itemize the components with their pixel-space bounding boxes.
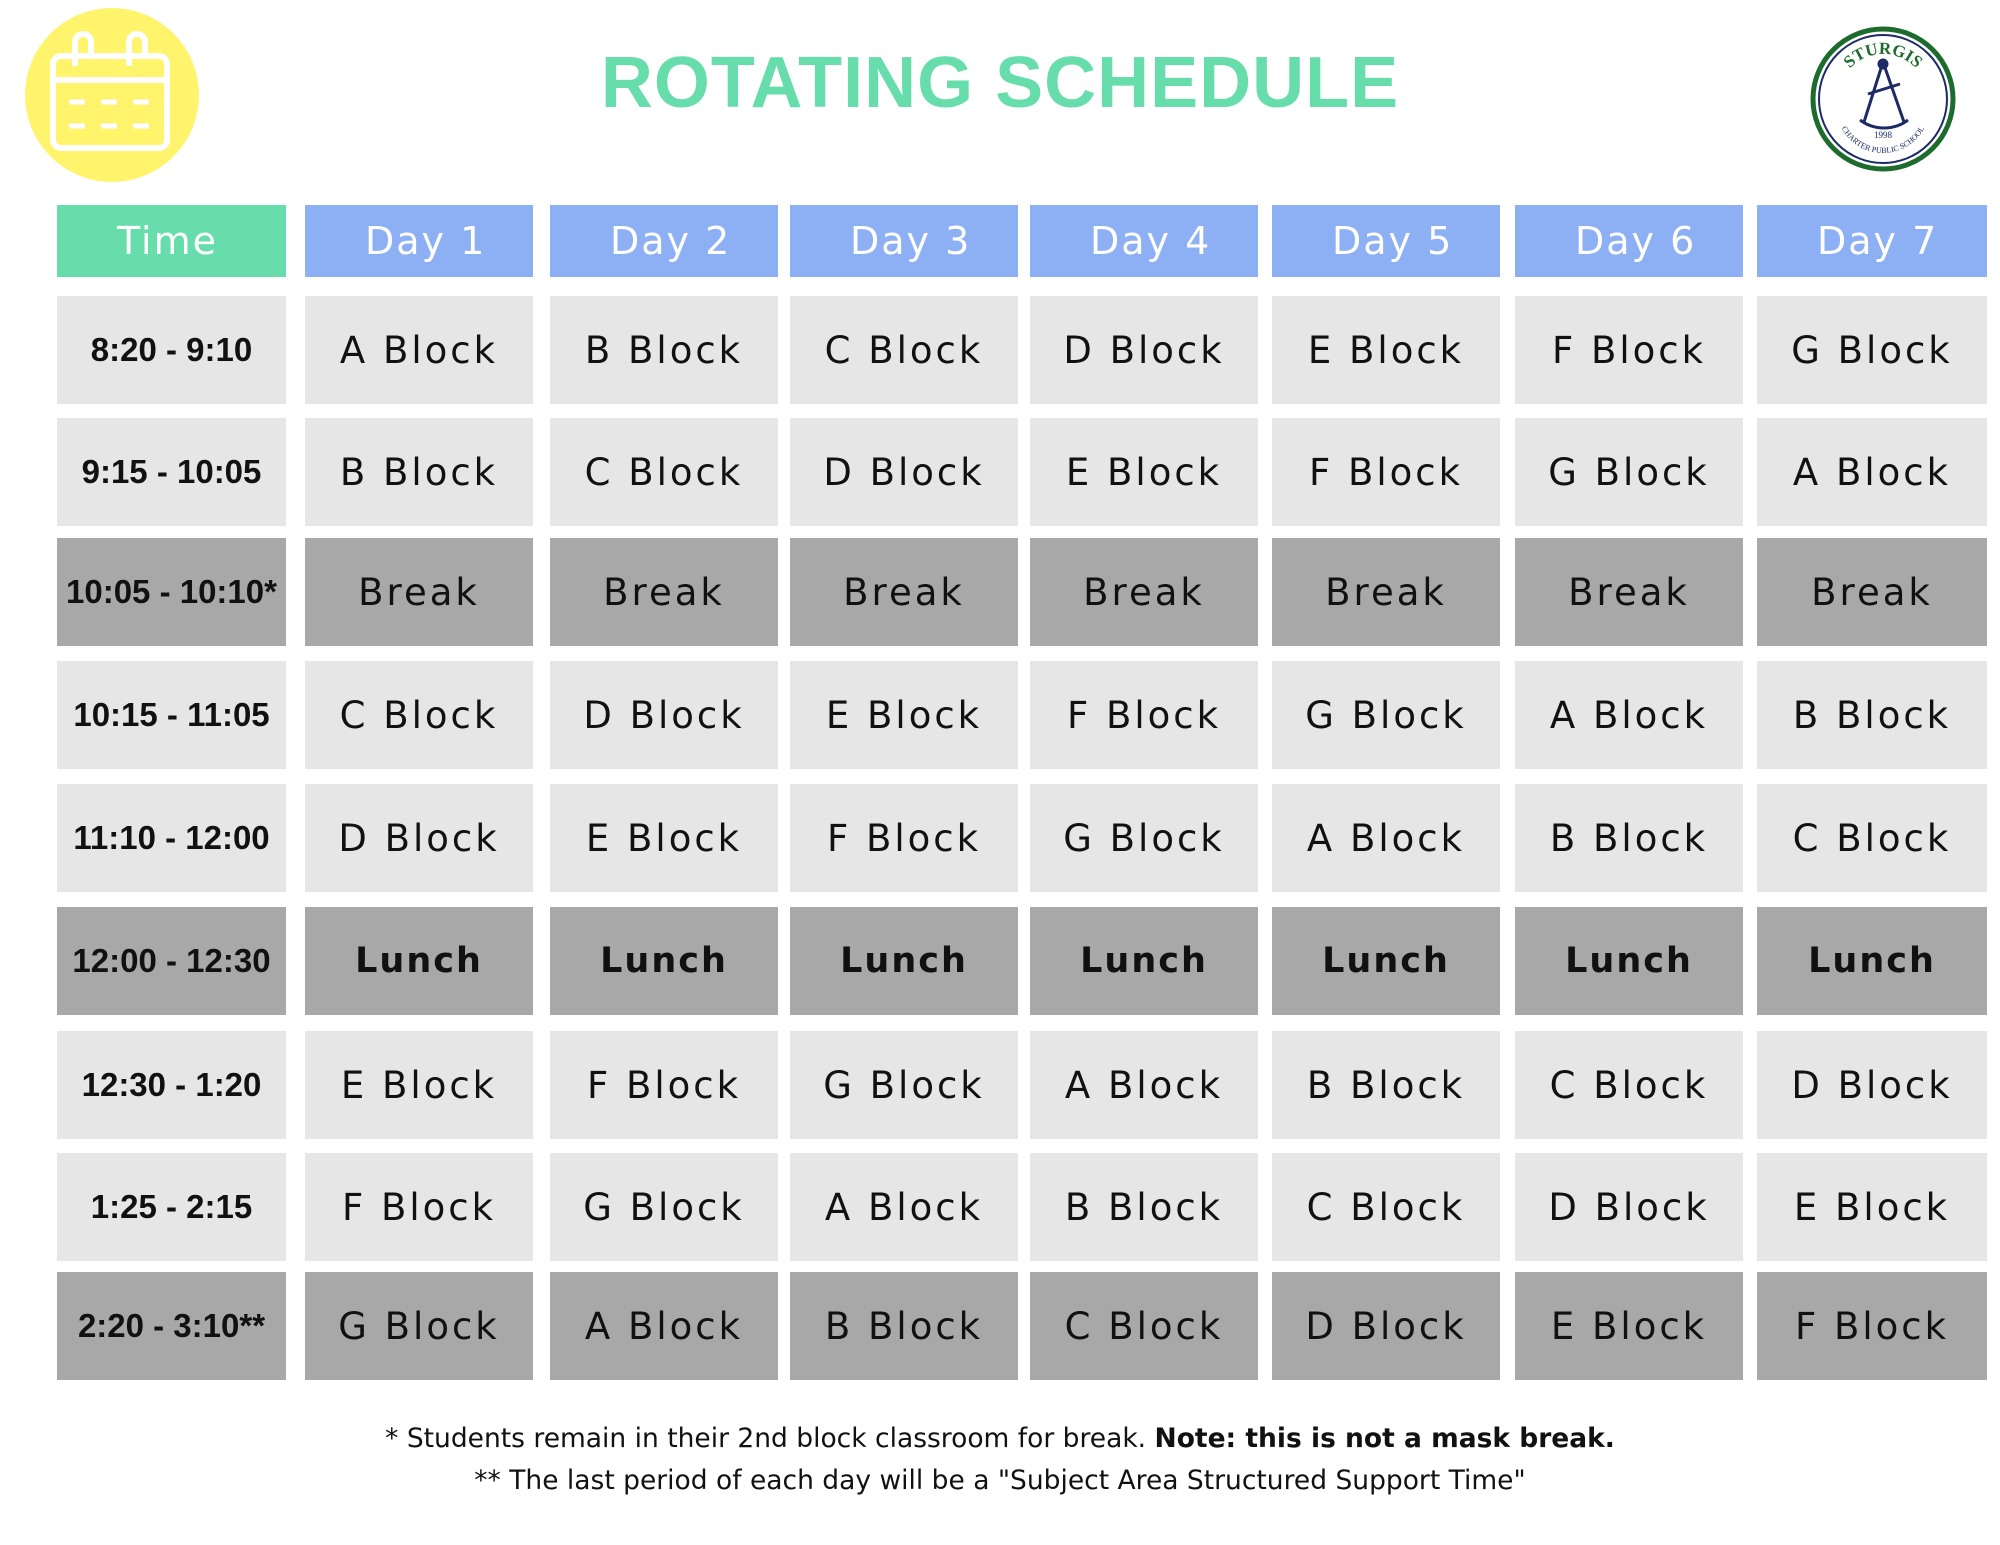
time-cell: 1:25 - 2:15 <box>57 1153 286 1261</box>
header-time: Time <box>57 205 286 277</box>
header-day-4: Day 4 <box>1030 205 1258 277</box>
block-cell: G Block <box>305 1272 533 1380</box>
header-day-5: Day 5 <box>1272 205 1500 277</box>
block-cell: F Block <box>1515 296 1743 404</box>
header-day-2: Day 2 <box>550 205 778 277</box>
block-cell: A Block <box>1030 1031 1258 1139</box>
block-cell: E Block <box>1030 418 1258 526</box>
block-cell: G Block <box>1515 418 1743 526</box>
footnote-1-emphasis: Note: this is not a mask break. <box>1154 1423 1615 1454</box>
page-title: ROTATING SCHEDULE <box>600 43 1400 123</box>
block-cell: C Block <box>1757 784 1987 892</box>
block-cell: D Block <box>1030 296 1258 404</box>
break-cell: Break <box>1757 538 1987 646</box>
time-cell: 2:20 - 3:10** <box>57 1272 286 1380</box>
lunch-cell: Lunch <box>1515 907 1743 1015</box>
logo-bottom-text: CHARTER PUBLIC SCHOOL <box>1839 124 1927 156</box>
header-day-7: Day 7 <box>1757 205 1987 277</box>
block-cell: C Block <box>1272 1153 1500 1261</box>
block-cell: B Block <box>790 1272 1018 1380</box>
lunch-cell: Lunch <box>790 907 1018 1015</box>
time-cell: 11:10 - 12:00 <box>57 784 286 892</box>
lunch-cell: Lunch <box>1272 907 1500 1015</box>
time-cell: 12:00 - 12:30 <box>57 907 286 1015</box>
block-cell: B Block <box>305 418 533 526</box>
block-cell: G Block <box>1030 784 1258 892</box>
block-cell: B Block <box>1272 1031 1500 1139</box>
footnote-1 <box>0 1418 2000 1460</box>
block-cell: G Block <box>790 1031 1018 1139</box>
lunch-cell: Lunch <box>550 907 778 1015</box>
block-cell: A Block <box>305 296 533 404</box>
footnote-2: ** The last period of each day will be a "Subject Area Structured Support Time" <box>474 1465 1526 1496</box>
time-cell: 12:30 - 1:20 <box>57 1031 286 1139</box>
break-cell: Break <box>1272 538 1500 646</box>
block-cell: G Block <box>1757 296 1987 404</box>
block-cell: C Block <box>550 418 778 526</box>
block-cell: B Block <box>1757 661 1987 769</box>
header-day-3: Day 3 <box>790 205 1018 277</box>
logo-top-text: STURGIS <box>1839 38 1927 72</box>
time-cell: 9:15 - 10:05 <box>57 418 286 526</box>
block-cell: A Block <box>790 1153 1018 1261</box>
lunch-cell: Lunch <box>1757 907 1987 1015</box>
block-cell: F Block <box>1030 661 1258 769</box>
time-cell: 10:15 - 11:05 <box>57 661 286 769</box>
block-cell: E Block <box>305 1031 533 1139</box>
block-cell: D Block <box>790 418 1018 526</box>
block-cell: C Block <box>1515 1031 1743 1139</box>
block-cell: F Block <box>550 1031 778 1139</box>
block-cell: F Block <box>305 1153 533 1261</box>
footnote-1-text: * Students remain in their 2nd block classroom for break. <box>385 1423 1155 1454</box>
lunch-cell: Lunch <box>305 907 533 1015</box>
break-cell: Break <box>305 538 533 646</box>
block-cell: C Block <box>1030 1272 1258 1380</box>
block-cell: D Block <box>305 784 533 892</box>
logo-year: 1998 <box>1874 130 1892 140</box>
block-cell: F Block <box>1272 418 1500 526</box>
block-cell: B Block <box>550 296 778 404</box>
block-cell: E Block <box>1515 1272 1743 1380</box>
block-cell: B Block <box>1515 784 1743 892</box>
block-cell: A Block <box>1757 418 1987 526</box>
block-cell: A Block <box>1515 661 1743 769</box>
break-cell: Break <box>550 538 778 646</box>
break-cell: Break <box>1515 538 1743 646</box>
block-cell: D Block <box>550 661 778 769</box>
block-cell: D Block <box>1515 1153 1743 1261</box>
school-logo <box>1808 24 1958 174</box>
lunch-cell: Lunch <box>1030 907 1258 1015</box>
block-cell: E Block <box>1272 296 1500 404</box>
block-cell: D Block <box>1757 1031 1987 1139</box>
time-cell: 8:20 - 9:10 <box>57 296 286 404</box>
block-cell: G Block <box>1272 661 1500 769</box>
block-cell: F Block <box>1757 1272 1987 1380</box>
time-cell: 10:05 - 10:10* <box>57 538 286 646</box>
block-cell: E Block <box>1757 1153 1987 1261</box>
block-cell: D Block <box>1272 1272 1500 1380</box>
block-cell: E Block <box>790 661 1018 769</box>
header-day-6: Day 6 <box>1515 205 1743 277</box>
break-cell: Break <box>1030 538 1258 646</box>
header-day-1: Day 1 <box>305 205 533 277</box>
block-cell: F Block <box>790 784 1018 892</box>
block-cell: A Block <box>1272 784 1500 892</box>
block-cell: A Block <box>550 1272 778 1380</box>
block-cell: B Block <box>1030 1153 1258 1261</box>
break-cell: Break <box>790 538 1018 646</box>
footnotes <box>0 1418 2000 1502</box>
block-cell: G Block <box>550 1153 778 1261</box>
block-cell: E Block <box>550 784 778 892</box>
block-cell: C Block <box>305 661 533 769</box>
block-cell: C Block <box>790 296 1018 404</box>
